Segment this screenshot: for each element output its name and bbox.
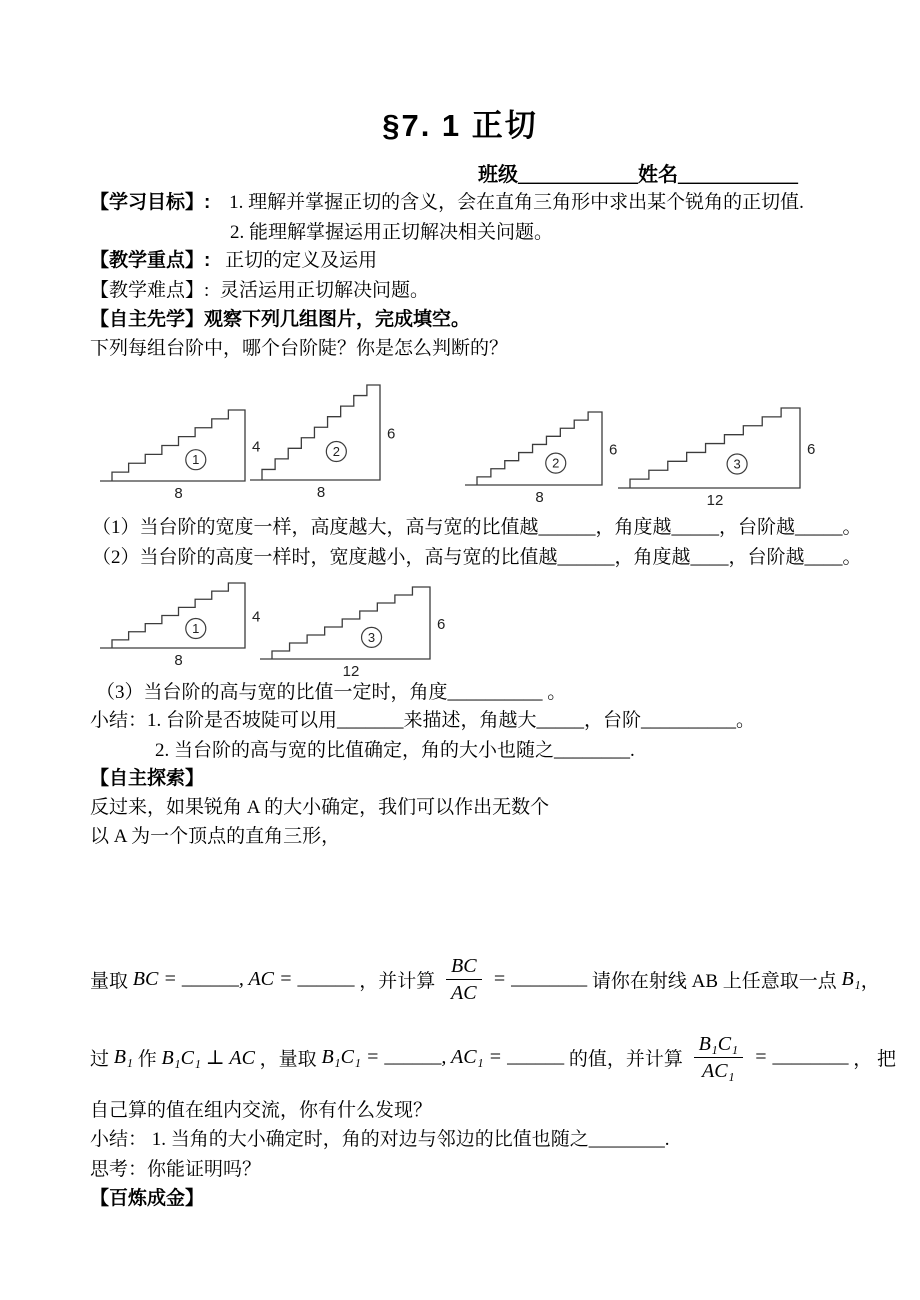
measure2-text3: ，量取 (254, 1048, 322, 1070)
fraction-denominator: AC (451, 981, 477, 1004)
measure2-math-b1: B₁ (113, 1045, 133, 1068)
explore-text2: 以 A 为一个顶点的直角三形， (90, 826, 341, 847)
height-dimension-label: 6 (387, 425, 396, 443)
staircase-figure-4 (618, 404, 832, 510)
measure1-math-b1: B₁ (841, 967, 861, 990)
think-line: 思考：你能证明吗？ (90, 1159, 262, 1180)
measure1-math-ac: , AC = (238, 967, 298, 990)
measure1-text3: 请你在射线 AB 上任意取一点 (587, 970, 842, 992)
class-label: 班级 (478, 164, 518, 186)
discuss-line: 自己算的值在组内交流，你有什么发现？ (90, 1100, 433, 1121)
fraction-b1c1-over-ac1 (694, 1032, 743, 1083)
page-title: §7. 1 正切 (382, 108, 538, 143)
staircase-drawing (260, 583, 462, 681)
figure-number: 1 (192, 621, 200, 636)
fill-blank-2: （2）当台阶的高度一样时，宽度越小，高与宽的比值越______，角度越____，台阶越____。 (92, 547, 862, 568)
figure-number: 3 (733, 456, 741, 472)
measure1-text2: ，并计算 (354, 970, 441, 992)
class-blank: ____________ (518, 164, 638, 186)
fraction-numerator: B₁C₁ (694, 1032, 743, 1058)
staircase-drawing (618, 404, 832, 510)
measure1-blank-2: ______ (297, 968, 355, 989)
measure1-equals: = (487, 967, 512, 990)
measure2-text5: ， 把 (848, 1048, 897, 1070)
difficulty-text: 灵活运用正切解决问题。 (220, 280, 430, 301)
width-dimension-label: 12 (342, 663, 360, 680)
summary2-line: 小结： 1. 当角的大小确定时，角的对边与邻边的比值也随之________. (90, 1129, 670, 1150)
objectives-label: 【学习目标】: (90, 192, 211, 213)
difficulty-line (90, 278, 429, 304)
staircase-row-1 (90, 380, 890, 510)
staircase-figure-2 (250, 381, 412, 502)
height-dimension-label: 4 (252, 438, 261, 456)
objectives-line1 (90, 190, 804, 216)
measure1-blank-3: ________ (511, 968, 588, 989)
question-intro: 下列每组台阶中，哪个台阶陡？你是怎么判断的？ (90, 338, 509, 359)
measure2-math-ac1: , AC₁ = (441, 1045, 508, 1068)
objectives-line2: 2. 能理解掌握运用正切解决相关问题。 (230, 222, 554, 243)
measure1-blank-1: ______ (181, 968, 239, 989)
explore-text1: 反过来，如果锐角 A 的大小确定，我们可以作出无数个 (90, 797, 550, 818)
measure2-text1: 过 (90, 1048, 114, 1070)
measure2-blank-1: ______ (384, 1046, 442, 1067)
summary1-item1: 小结：1. 台阶是否坡陡可以用_______来描述，角越大_____，台阶__________。 (90, 710, 756, 731)
measure2-text2: 作 (132, 1048, 162, 1070)
key-point-line (90, 248, 377, 274)
measure2-math-b1c1: B₁C₁ = (321, 1045, 385, 1068)
difficulty-label: 【教学难点】: (90, 280, 210, 301)
fraction-denominator: AC₁ (702, 1059, 735, 1082)
height-dimension-label: 6 (437, 616, 446, 633)
width-dimension-label: 8 (174, 652, 183, 669)
staircase-drawing (100, 579, 277, 670)
explore-label: 【自主探索】 (90, 768, 205, 789)
figure-number: 1 (192, 452, 200, 468)
fill-blank-3: （3）当台阶的高与宽的比值一定时，角度__________ 。 (96, 682, 567, 703)
width-dimension-label: 8 (316, 484, 326, 501)
width-dimension-label: 8 (174, 485, 183, 502)
measure2-math-perp: B₁C₁ ⊥ AC (161, 1046, 255, 1069)
staircase-figure-5 (100, 579, 277, 670)
master-label: 【百炼成金】 (90, 1188, 205, 1209)
measure1-math-bc: BC = (132, 967, 182, 990)
self-study-line (90, 307, 470, 333)
width-dimension-label: 8 (535, 489, 544, 506)
staircase-figure-3 (465, 408, 634, 507)
staircase-row-2 (90, 578, 890, 678)
name-label: 姓名 (638, 164, 678, 186)
measure2-equals: = (749, 1045, 773, 1068)
fraction-bc-over-ac (446, 954, 482, 1005)
class-name-line (478, 158, 798, 187)
fraction-numerator: BC (446, 954, 482, 980)
staircase-figure-6 (260, 583, 462, 681)
measure1-text1: 量取 (90, 970, 133, 992)
objectives-item1: 1. 理解并掌握正切的含义，会在直角三角形中求出某个锐角的正切值. (229, 192, 804, 213)
height-dimension-label: 6 (807, 441, 816, 458)
measure2-blank-3: ________ (772, 1046, 849, 1067)
staircase-drawing (250, 381, 412, 502)
measure-line-1 (90, 945, 880, 1013)
key-point-text: 正切的定义及运用 (225, 250, 378, 271)
self-study-label: 【自主先学】 (90, 309, 205, 330)
height-dimension-label: 6 (609, 441, 618, 459)
name-blank: ____________ (678, 164, 798, 186)
figure-number: 2 (552, 455, 560, 471)
figure-number: 2 (332, 444, 340, 459)
measure-line-2 (90, 1022, 896, 1092)
measure1-text4: ， (860, 970, 880, 992)
key-point-label: 【教学重点】: (90, 250, 211, 271)
measure2-text4: 的值，并计算 (564, 1048, 688, 1070)
figure-number: 3 (367, 629, 376, 645)
staircase-drawing (465, 408, 634, 507)
summary1-item2: 2. 当台阶的高与宽的比值确定，角的大小也随之________. (155, 740, 635, 761)
measure2-blank-2: ______ (507, 1046, 565, 1067)
self-study-text: 观察下列几组图片，完成填空。 (204, 309, 471, 330)
width-dimension-label: 12 (706, 492, 724, 509)
fill-blank-1: （1）当台阶的宽度一样，高度越大，高与宽的比值越______，角度越_____，台阶越_____。 (92, 517, 862, 538)
height-dimension-label: 4 (252, 608, 261, 626)
